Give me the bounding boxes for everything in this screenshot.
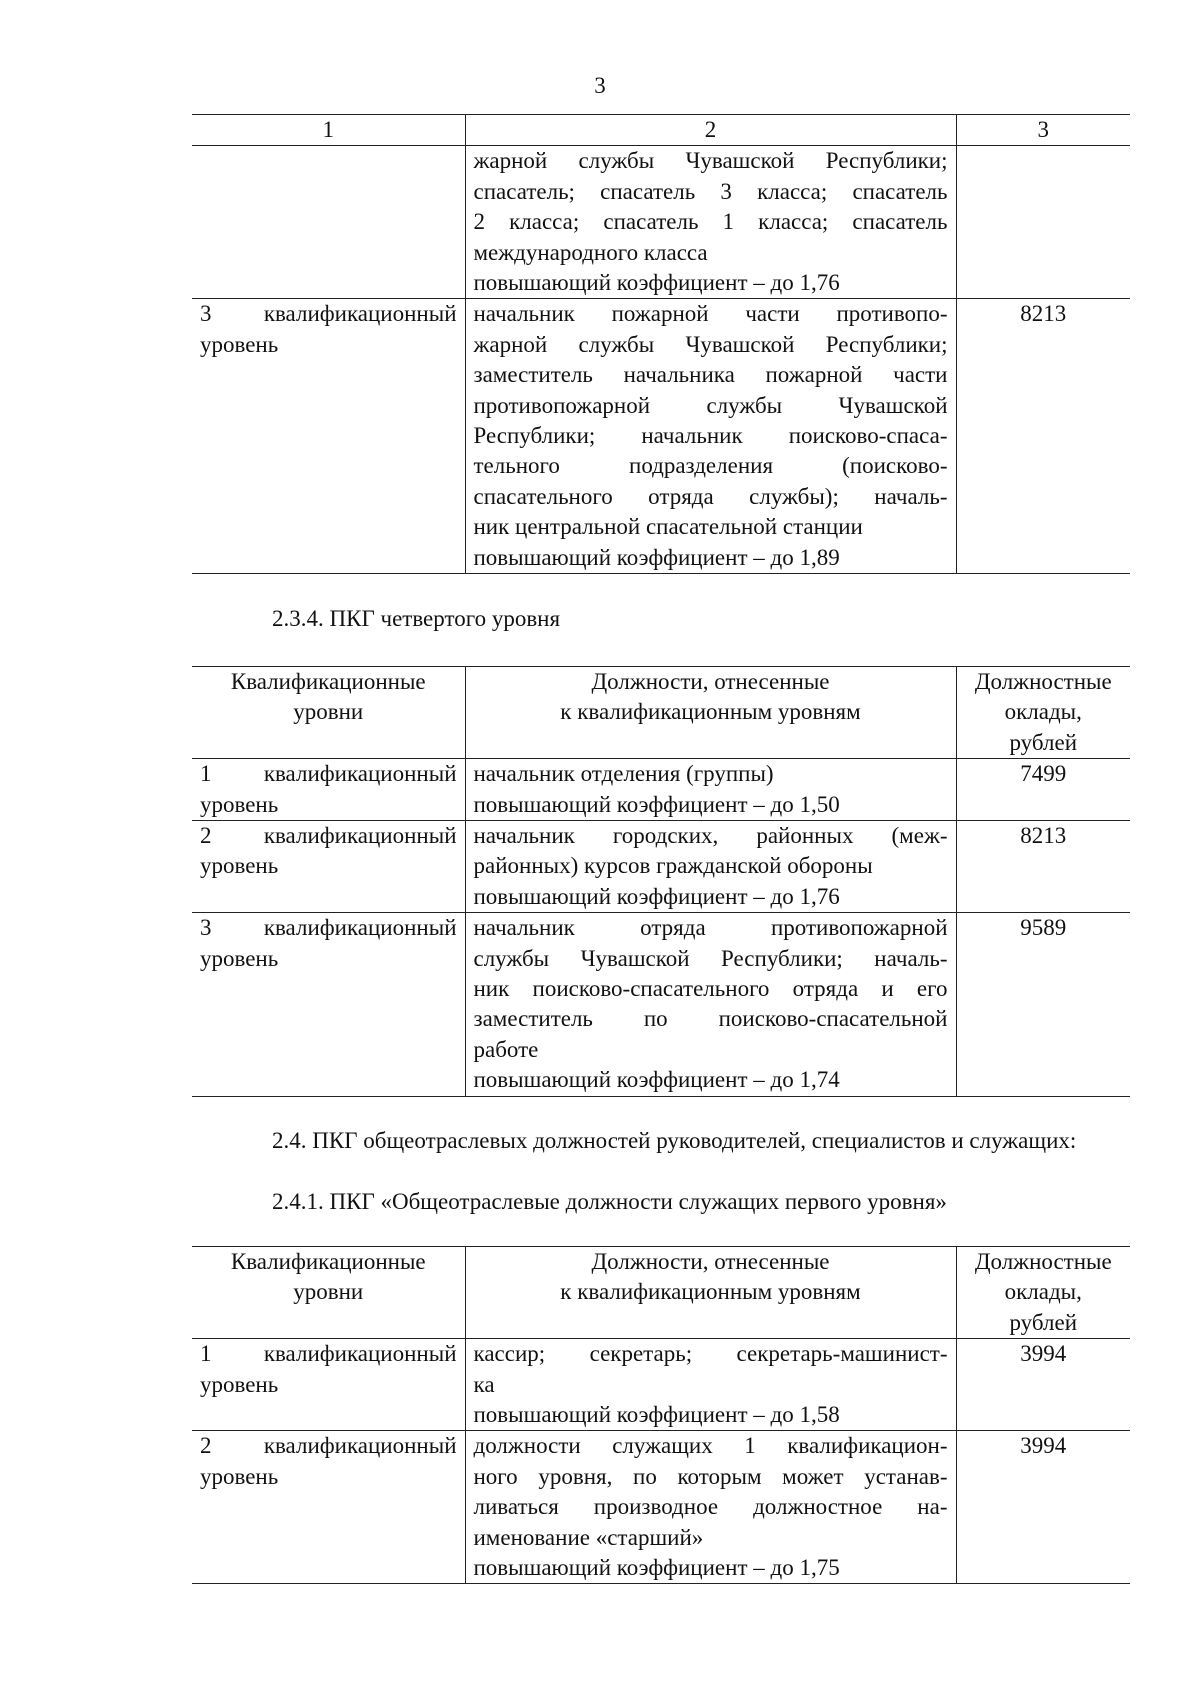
position-text-line: начальник пожарной части противопо- (473, 301, 948, 327)
raising-coefficient: повышающий коэффициент – до 1,76 (473, 270, 840, 296)
position-text-line: противопожарной службы Чувашской (473, 392, 948, 418)
position-text-line: заместитель начальника пожарной части (473, 362, 948, 388)
position-text-line: ник поисково-спасательного отряда и его (473, 976, 948, 1002)
position-text-line: 2 класса; спасатель 1 класса; спасатель (473, 209, 948, 235)
salary-value: 3994 (956, 1339, 1130, 1431)
qualification-level: 1 квалификационный уровень (192, 759, 465, 821)
table-continuation (192, 114, 1130, 574)
position-text-line: кассир; секретарь; секретарь-машинист- (473, 1341, 948, 1367)
position-text-line: спасатель; спасатель 3 класса; спасатель (473, 178, 948, 204)
salary-value: 3994 (956, 1431, 1130, 1584)
position-text-line: начальник отделения (группы) (473, 761, 774, 787)
table-row (192, 146, 1130, 299)
position-text-line: ного уровня, по которым может устанав- (473, 1463, 948, 1489)
position-text-line: жарной службы Чувашской Республики; (473, 148, 948, 174)
qualification-level (192, 146, 465, 299)
table-row (192, 759, 1130, 821)
section-paragraph-2-4: 2.4. ПКГ общеотраслевых должностей руководителей, специалистов и служащих: (272, 1128, 1077, 1153)
table-pkg-general-first-level (192, 1246, 1130, 1584)
position-text-line: жарной службы Чувашской Республики; (473, 331, 948, 357)
positions-list (465, 299, 956, 574)
qualification-level: 3 квалификационный уровень (192, 913, 465, 1096)
position-text-line: Республики; начальник поисково-спаса- (473, 423, 948, 449)
table-row (192, 913, 1130, 1096)
position-text-line: начальник городских, районных (меж- (473, 823, 948, 849)
positions-list (465, 1431, 956, 1584)
table-header-row (192, 1247, 1130, 1339)
raising-coefficient: повышающий коэффициент – до 1,89 (473, 544, 840, 570)
position-text-line: службы Чувашской Республики; началь- (473, 945, 948, 971)
header-levels: Квалификационные уровни (192, 1247, 465, 1339)
salary-value: 8213 (956, 821, 1130, 913)
header-levels: Квалификационные уровни (192, 667, 465, 759)
salary-value: 7499 (956, 759, 1130, 821)
header-salary: Должностные оклады, рублей (956, 667, 1130, 759)
raising-coefficient: повышающий коэффициент – до 1,75 (473, 1555, 840, 1581)
table-pkg-fourth-level (192, 666, 1130, 1097)
salary-value (956, 146, 1130, 299)
salary-value: 9589 (956, 913, 1130, 1096)
raising-coefficient: повышающий коэффициент – до 1,50 (473, 791, 840, 817)
position-text-line: районных) курсов гражданской обороны (473, 853, 873, 879)
section-heading-2-3-4: 2.3.4. ПКГ четвертого уровня (272, 606, 561, 631)
qualification-level: 2 квалификационный уровень (192, 1431, 465, 1584)
table-header-row (192, 115, 1130, 146)
page-number: 3 (594, 73, 606, 98)
position-text-line: именование «старший» (473, 1524, 704, 1550)
raising-coefficient: повышающий коэффициент – до 1,58 (473, 1402, 840, 1428)
position-text-line: международного класса (473, 239, 708, 265)
position-text-line: ливаться производное должностное на- (473, 1494, 948, 1520)
position-text-line: спасательного отряда службы); началь- (473, 483, 948, 509)
table-row (192, 1339, 1130, 1431)
table-header-row (192, 667, 1130, 759)
header-salary: Должностные оклады, рублей (956, 1247, 1130, 1339)
salary-value: 8213 (956, 299, 1130, 574)
qualification-level: 3 квалификационный уровень (192, 299, 465, 574)
positions-list (465, 146, 956, 299)
qualification-level: 2 квалификационный уровень (192, 821, 465, 913)
header-positions: Должности, отнесенные к квалификационным уровням (465, 667, 956, 759)
header-positions: Должности, отнесенные к квалификационным уровням (465, 1247, 956, 1339)
column-number-2: 2 (465, 115, 956, 146)
position-text-line: работе (473, 1036, 539, 1062)
position-text-line: ник центральной спасательной станции (473, 514, 863, 540)
table-row (192, 1431, 1130, 1584)
position-text-line: должности служащих 1 квалификацион- (473, 1433, 948, 1459)
positions-list (465, 821, 956, 913)
positions-list (465, 1339, 956, 1431)
qualification-level: 1 квалификационный уровень (192, 1339, 465, 1431)
position-text-line: заместитель по поисково-спасательной (473, 1006, 948, 1032)
positions-list (465, 913, 956, 1096)
column-number-3: 3 (956, 115, 1130, 146)
positions-list (465, 759, 956, 821)
table-row (192, 821, 1130, 913)
section-heading-2-4-1: 2.4.1. ПКГ «Общеотраслевые должности служащих первого уровня» (272, 1189, 947, 1214)
position-text-line: ка (473, 1371, 495, 1397)
column-number-1: 1 (192, 115, 465, 146)
raising-coefficient: повышающий коэффициент – до 1,76 (473, 883, 840, 909)
position-text-line: тельного подразделения (поисково- (473, 453, 948, 479)
table-row (192, 299, 1130, 574)
position-text-line: начальник отряда противопожарной (473, 915, 948, 941)
raising-coefficient: повышающий коэффициент – до 1,74 (473, 1067, 840, 1093)
